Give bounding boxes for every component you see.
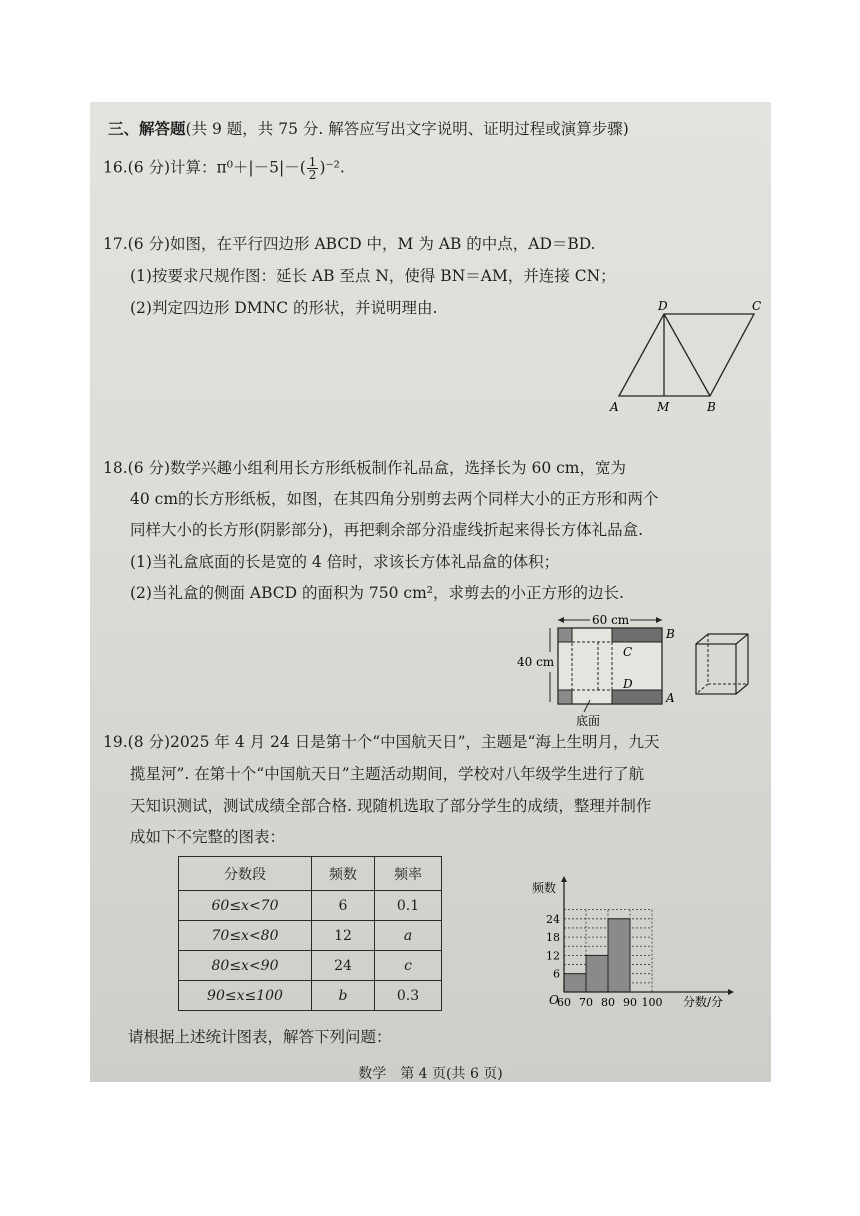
q19-line1: 19.(8 分)2025 年 4 月 24 日是第十个“中国航天日”，主题是“海上生明月，九天 <box>103 733 660 751</box>
table-cell: c <box>375 951 442 981</box>
table-row <box>179 921 442 951</box>
section-heading <box>108 119 629 139</box>
table-row <box>179 981 442 1011</box>
q16-suffix: )⁻². <box>319 158 345 177</box>
table-row <box>179 951 442 981</box>
exam-page <box>90 102 771 1082</box>
y-tick-label: 18 <box>546 931 560 945</box>
q17-part1: (1)按要求尺规作图：延长 AB 至点 N，使得 BN＝AM，并连接 CN； <box>130 267 616 285</box>
table-cell: a <box>375 921 442 951</box>
q16-frac-num: 1 <box>308 155 317 169</box>
y-axis-arrow <box>561 876 567 882</box>
x-axis-arrow <box>728 989 734 995</box>
table-cell: 6 <box>312 891 375 921</box>
table-cell: 90≤x≤100 <box>179 981 312 1011</box>
gift-box-figure <box>512 610 752 730</box>
table-header-cell: 频率 <box>375 857 442 891</box>
table-cell: 80≤x<90 <box>179 951 312 981</box>
table-cell: 60≤x<70 <box>179 891 312 921</box>
label-a: A <box>610 400 619 414</box>
q19-line2: 揽星河”. 在第十个“中国航天日”主题活动期间，学校对八年级学生进行了航 <box>130 765 645 783</box>
question-16 <box>103 156 345 181</box>
label-fig-a: A <box>666 691 675 705</box>
cut-square-bl <box>558 690 572 704</box>
cut-rect-bottom <box>612 690 662 704</box>
q16-frac-den: 2 <box>308 168 317 182</box>
table-cell: b <box>312 981 375 1011</box>
table-header-cell: 频数 <box>312 857 375 891</box>
histogram-bar <box>564 974 586 992</box>
cut-rect-top <box>612 628 662 642</box>
histogram-y-label: 频数 <box>532 881 557 895</box>
y-tick-label: 24 <box>546 912 560 926</box>
y-tick-label: 12 <box>546 949 560 963</box>
y-tick-label: 6 <box>553 967 560 981</box>
q18-line3: 同样大小的长方形(阴影部分)，再把剩余部分沿虚线折起来得长方体礼品盒. <box>130 521 644 539</box>
table-cell: 70≤x<80 <box>179 921 312 951</box>
label-c: C <box>752 299 762 313</box>
q18-part1: (1)当礼盒底面的长是宽的 4 倍时，求该长方体礼品盒的体积； <box>130 553 560 571</box>
label-60cm: 60 cm <box>592 613 630 627</box>
q19-line3: 天知识测试，测试成绩全部合格. 现随机选取了部分学生的成绩，整理并制作 <box>130 797 652 815</box>
x-tick-label: 90 <box>623 996 637 1009</box>
label-fig-b: B <box>666 627 675 641</box>
page-footer: 数学 第 4 页(共 6 页) <box>358 1066 503 1082</box>
table-cell: 24 <box>312 951 375 981</box>
histogram-bar <box>586 955 608 992</box>
label-40cm: 40 cm <box>517 655 555 669</box>
label-b: B <box>707 400 716 414</box>
label-d: D <box>658 299 668 313</box>
label-fig-d: D <box>623 677 633 691</box>
histogram-origin: O <box>549 993 559 1007</box>
q17-stem: 17.(6 分)如图，在平行四边形 ABCD 中，M 为 AB 的中点，AD＝BD. <box>103 235 596 253</box>
label-bottom-face: 底面 <box>576 714 601 728</box>
histogram-x-label: 分数/分 <box>683 995 724 1009</box>
x-tick-label: 100 <box>641 996 663 1009</box>
q17-part2: (2)判定四边形 DMNC 的形状，并说明理由. <box>130 299 438 317</box>
x-tick-label: 60 <box>557 996 571 1009</box>
label-fig-c: C <box>623 645 633 659</box>
q18-line1: 18.(6 分)数学兴趣小组利用长方形纸板制作礼品盒，选择长为 60 cm，宽为 <box>103 459 626 477</box>
section-title: 三、解答题 <box>108 119 186 138</box>
table-row <box>179 891 442 921</box>
section-note: (共 9 题，共 75 分. 解答应写出文字说明、证明过程或演算步骤) <box>185 120 629 138</box>
cut-square-tl <box>558 628 572 642</box>
q18-part2: (2)当礼盒的侧面 ABCD 的面积为 750 cm²，求剪去的小正方形的边长. <box>130 584 624 602</box>
label-m: M <box>657 400 670 414</box>
parallelogram-figure <box>600 298 770 418</box>
frequency-histogram <box>530 870 750 1015</box>
q18-line2: 40 cm的长方形纸板，如图，在其四角分别剪去两个同样大小的正方形和两个 <box>130 490 659 508</box>
q19-closing: 请根据上述统计图表，解答下列问题： <box>128 1028 392 1046</box>
q16-fraction <box>307 156 319 181</box>
table-cell: 12 <box>312 921 375 951</box>
segment-db <box>664 314 710 396</box>
q19-line4: 成如下不完整的图表： <box>130 828 286 846</box>
x-tick-label: 80 <box>601 996 615 1009</box>
table-cell: 0.1 <box>375 891 442 921</box>
table-cell: 0.3 <box>375 981 442 1011</box>
frequency-table <box>178 856 442 1011</box>
q16-prefix: 16.(6 分)计算：π⁰＋|－5|－( <box>103 158 306 177</box>
histogram-bar <box>608 919 630 992</box>
box-3d <box>696 634 748 694</box>
x-tick-label: 70 <box>579 996 593 1009</box>
table-header-cell: 分数段 <box>179 857 312 891</box>
table-header-row <box>179 857 442 891</box>
